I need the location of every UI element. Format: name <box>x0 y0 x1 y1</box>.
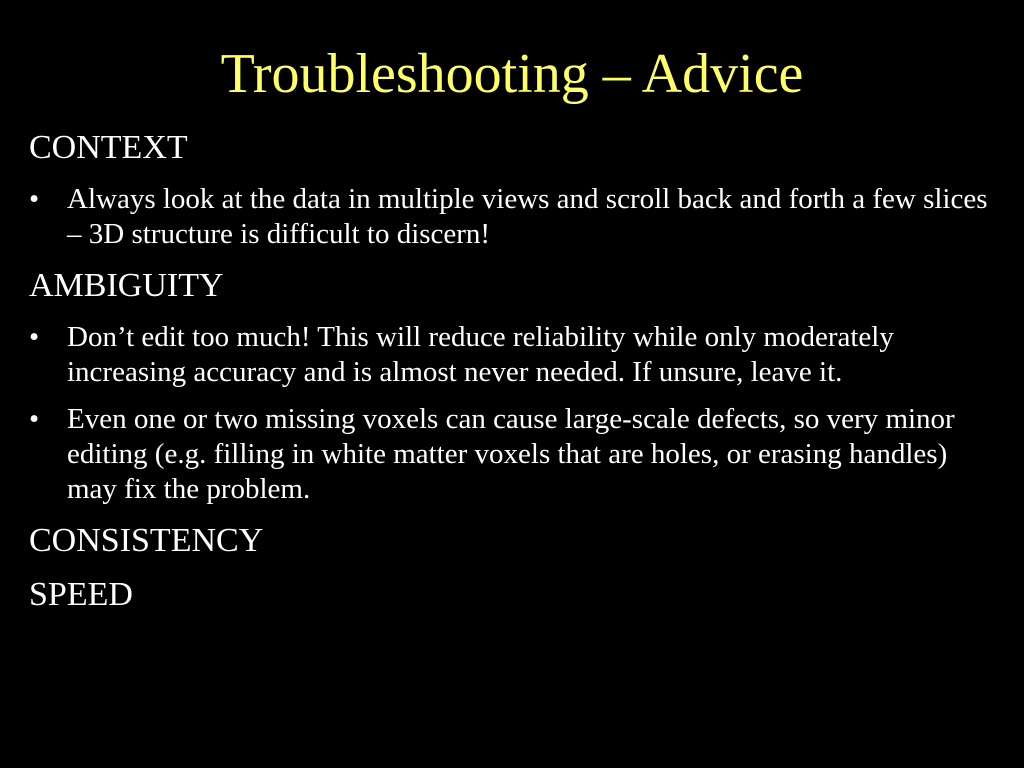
bullet-dot-icon: • <box>29 183 40 215</box>
bullet-text: Always look at the data in multiple views and scroll back and forth a few slices – 3D structure is difficult to discern! <box>67 183 988 250</box>
bullet-dot-icon: • <box>29 321 40 353</box>
section-heading-context: CONTEXT <box>29 129 188 166</box>
section-heading-speed: SPEED <box>29 576 133 613</box>
bullet-item <box>29 402 1004 507</box>
slide-content <box>29 128 1004 629</box>
bullet-text: Even one or two missing voxels can cause large-scale defects, so very minor editing (e.g. filling in white matter voxels that are holes, or erasing handles) may fix the problem. <box>67 403 955 505</box>
bullet-item <box>29 320 1004 390</box>
section-heading-ambiguity: AMBIGUITY <box>29 267 224 304</box>
bullet-item <box>29 182 1004 252</box>
bullet-dot-icon: • <box>29 403 40 435</box>
slide-title: Troubleshooting – Advice <box>220 43 804 105</box>
bullet-text: Don’t edit too much! This will reduce reliability while only moderately increasing accuracy and is almost never needed. If unsure, leave it. <box>67 321 894 388</box>
section-heading-consistency: CONSISTENCY <box>29 522 264 559</box>
